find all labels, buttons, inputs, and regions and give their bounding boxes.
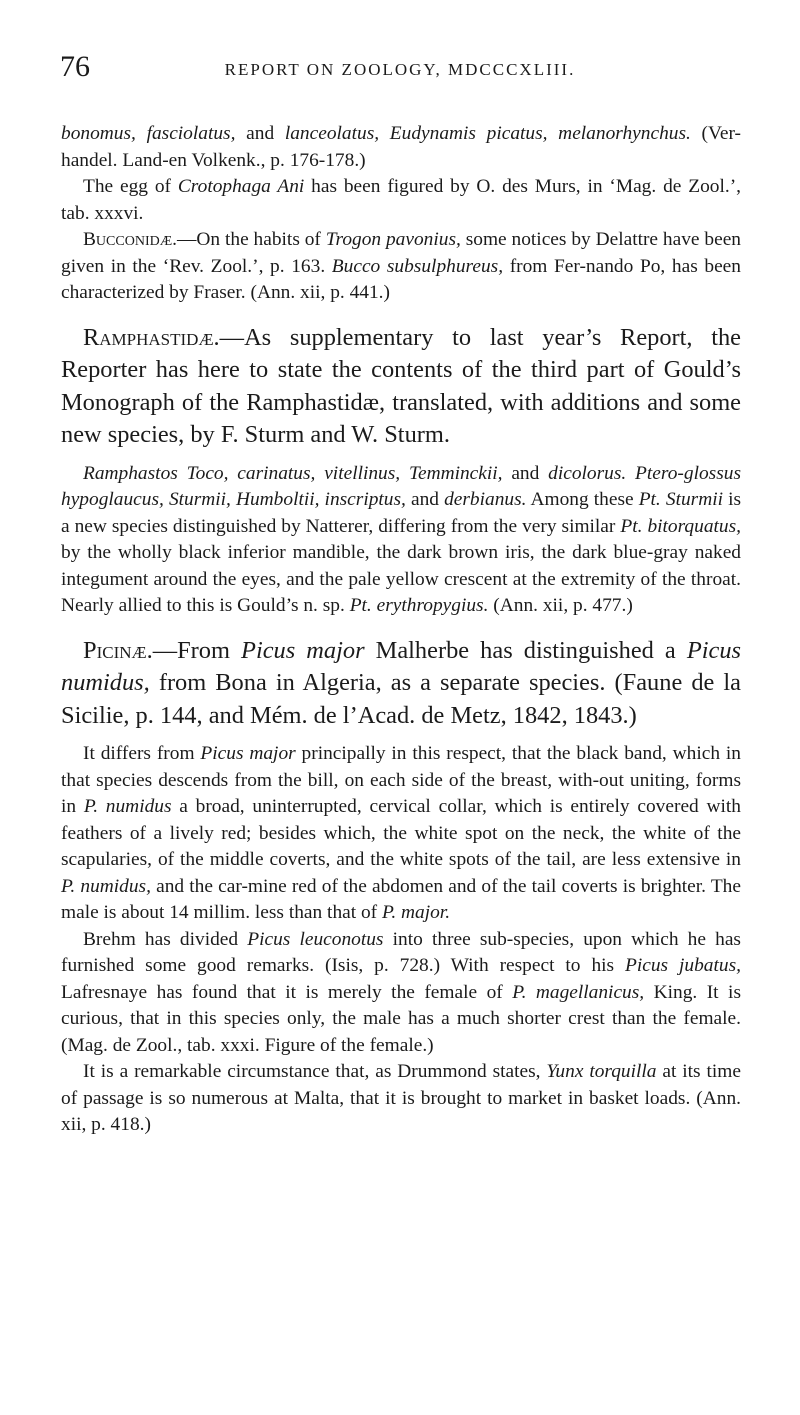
family-heading: Bucconidæ. <box>83 229 178 250</box>
taxon-name: Picus numidus, <box>61 636 742 696</box>
text-run: is a new species distinguished by Natterer, differing from the very similar <box>61 489 742 537</box>
text-run: and <box>235 123 285 144</box>
paragraph <box>61 461 741 620</box>
body-text <box>61 121 741 1139</box>
taxon-name: Picus major <box>200 743 296 764</box>
taxon-name: P. major. <box>381 902 451 923</box>
running-head: REPORT ON ZOOLOGY, MDCCCXLIII. <box>224 60 576 79</box>
taxon-name: Picus leuconotus <box>247 928 384 950</box>
paragraph <box>61 741 741 927</box>
taxon-name: Trogon pavonius, <box>325 229 461 250</box>
text-run: principally in this respect, that the black band, which in that species descends from the bill, on each side of the breast, with-out uniting, forms in <box>61 743 741 817</box>
text-run: It differs from <box>83 743 201 764</box>
text-run: into three sub-species, upon which he has furnished some good remarks. (Isis, p. 728.) With respect to his <box>61 928 741 976</box>
text-run: and the car-mine red of the abdomen and of the tail coverts is brighter. The male is about 14 millim. less than that of <box>61 875 741 923</box>
family-heading: Picinæ. <box>83 636 153 664</box>
taxon-name: Bucco subsulphureus, <box>331 255 504 277</box>
taxon-name: Ramphastos Toco, carinatus, vitellinus, Temminckii, <box>83 462 503 484</box>
text-run: —From <box>152 636 242 664</box>
taxon-name: Pt. bitorquatus, <box>620 515 741 537</box>
family-heading: Ramphastidæ. <box>83 323 220 351</box>
taxon-name: Crotophaga Ani <box>177 176 305 197</box>
paragraph-large <box>61 635 741 733</box>
taxon-name: Picus major <box>241 636 365 664</box>
taxon-name: P. numidus <box>83 796 172 817</box>
text-run: some notices by Delattre have been given in the ‘Rev. Zool.’, p. 163. <box>61 229 741 277</box>
paragraph-large <box>61 322 741 452</box>
text-run: Malherbe has distinguished a <box>364 636 687 664</box>
text-run: (Ver-handel. Land-en Volkenk., p. 176-178.) <box>61 123 741 171</box>
text-run: The egg of <box>83 176 178 197</box>
text-run: Among these <box>526 489 639 510</box>
paragraph <box>61 174 741 227</box>
taxon-name: Picus jubatus, <box>625 955 741 976</box>
text-run: —On the habits of <box>177 229 326 250</box>
taxon-name: lanceolatus, Eudynamis picatus, melanorhynchus. <box>284 123 691 144</box>
paragraph <box>61 121 741 174</box>
taxon-name: Pt. erythropygius. <box>349 595 489 616</box>
text-run: and <box>502 462 549 484</box>
text-run: by the wholly black inferior mandible, the dark brown iris, the dark blue-gray naked integument around the eyes, and the pale yellow crescent at the extremity of the throat. Nearly allied to this is Gould’s n. sp. <box>61 542 741 616</box>
text-run: from Bona in Algeria, as a separate species. (Faune de la Sicilie, p. 144, and Mém. de l’Acad. de Metz, 1842, 1843.) <box>61 669 741 729</box>
paragraph <box>61 927 741 1060</box>
paragraph <box>61 227 741 307</box>
taxon-name: Pt. Sturmii <box>638 489 723 510</box>
taxon-name: P. numidus, <box>61 875 151 897</box>
taxon-name: derbianus. <box>444 489 527 510</box>
text-run: Brehm has divided <box>83 928 248 950</box>
text-run: It is a remarkable circumstance that, as Drummond states, <box>83 1061 547 1082</box>
text-run: at its time of passage is so numerous at Malta, that it is brought to market in basket loads. (Ann. xii, p. 418.) <box>61 1061 741 1135</box>
taxon-name: bonomus, fasciolatus, <box>61 123 236 144</box>
taxon-name: dicolorus. Ptero-glossus hypoglaucus, Sturmii, Humboltii, inscriptus, <box>61 462 741 510</box>
text-run: King. It is curious, that in this species only, the male has a much shorter crest than the female. (Mag. de Zool., tab. xxxi. Figure of the female.) <box>61 981 741 1056</box>
taxon-name: Yunx torquilla <box>546 1061 657 1082</box>
taxon-name: P. magellanicus, <box>512 981 645 1003</box>
text-run: Lafresnaye has found that it is merely the female of <box>61 981 513 1003</box>
text-run: has been figured by O. des Murs, in ‘Mag. de Zool.’, tab. xxxvi. <box>61 176 742 224</box>
text-run: (Ann. xii, p. 477.) <box>488 595 633 616</box>
text-run: a broad, uninterrupted, cervical collar, which is entirely covered with feathers of a lively red; besides which, the white spot on the neck, the white of the scapularies, of the middle coverts, and the white spots of the tail, are less extensive in <box>61 796 741 870</box>
page-number: 76 <box>60 50 90 83</box>
paragraph <box>61 1059 741 1139</box>
text-run: —As supplementary to last year’s Report, the Reporter has here to state the contents of the third part of Gould’s Monograph of the Ramphastidæ, translated, with additions and some new species, by F. Sturm and W. Sturm. <box>61 323 741 448</box>
text-run: from Fer-nando Po, has been characterized by Fraser. (Ann. xii, p. 441.) <box>61 255 741 303</box>
text-run: and <box>405 489 445 510</box>
